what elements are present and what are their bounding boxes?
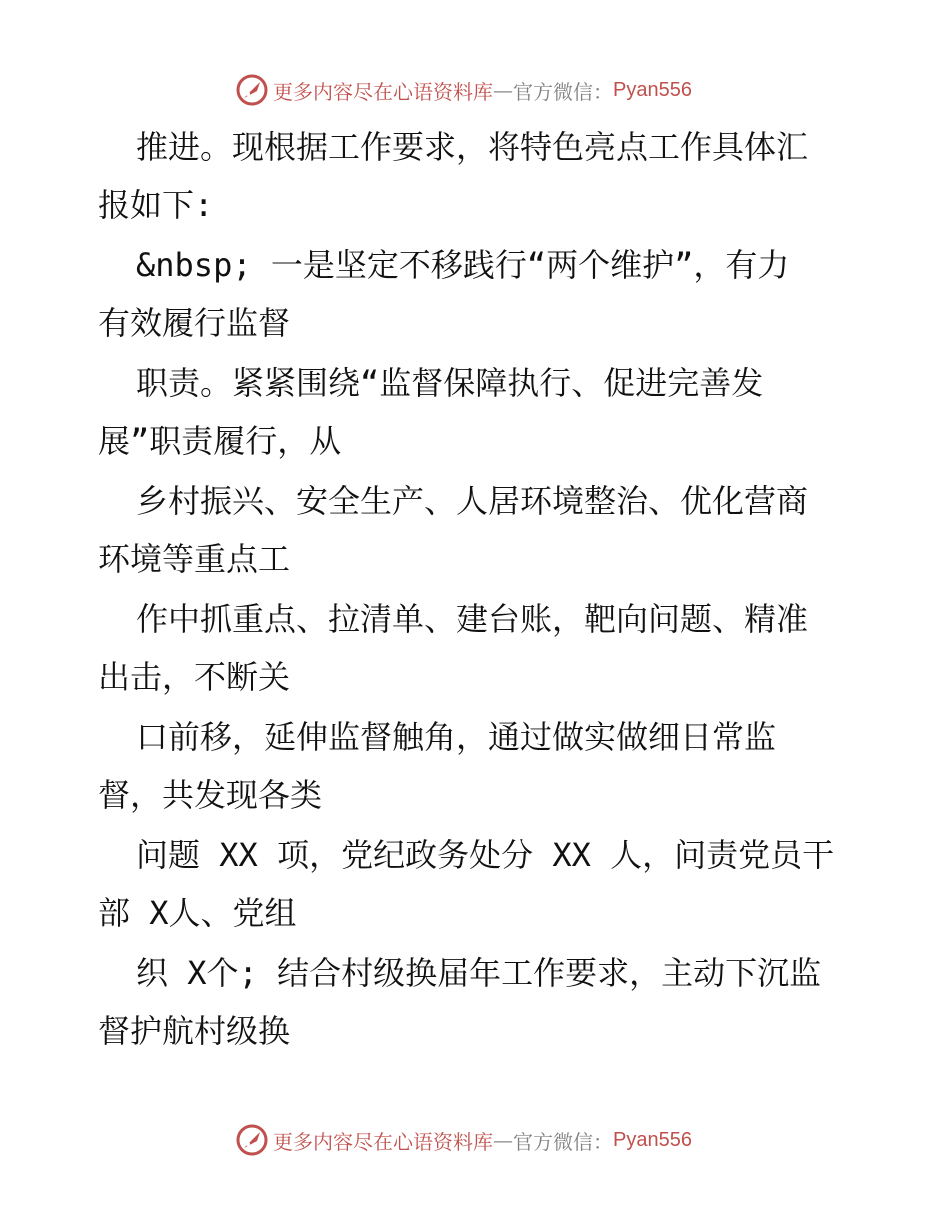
body-line: 报如下: <box>98 186 214 224</box>
watermark-wechat-id: Pyan556 <box>613 1128 692 1151</box>
body-line: 督护航村级换 <box>98 1012 291 1050</box>
body-line: 问题 XX 项，党纪政务处分 XX 人，问责党员干 <box>136 836 835 874</box>
body-line: 口前移，延伸监督触角，通过做实做细日常监 <box>136 718 777 756</box>
body-line: 乡村振兴、安全生产、人居环境整治、优化营商 <box>136 482 809 520</box>
body-line: 环境等重点工 <box>98 540 291 578</box>
watermark-wechat-label: 官方微信： <box>513 1129 613 1154</box>
body-line: 作中抓重点、拉清单、建台账，靶向问题、精准 <box>136 600 809 638</box>
header-watermark <box>235 70 692 110</box>
watermark-site-text: 更多内容尽在心语资料库 <box>273 79 493 104</box>
body-line: 织 X个; 结合村级换届年工作要求，主动下沉监 <box>136 954 822 992</box>
body-line: 职责。紧紧围绕“监督保障执行、促进完善发 <box>136 364 764 402</box>
watermark-dash: — <box>493 78 513 102</box>
quill-logo-icon <box>235 73 269 107</box>
body-line: 有效履行监督 <box>98 304 291 342</box>
watermark-wechat-label: 官方微信： <box>513 79 613 104</box>
body-line: 展”职责履行，从 <box>98 422 342 460</box>
body-line: 部 X人、党组 <box>98 894 297 932</box>
watermark-site-text: 更多内容尽在心语资料库 <box>273 1129 493 1154</box>
watermark-dash: — <box>493 1128 513 1152</box>
body-line: 推进。现根据工作要求，将特色亮点工作具体汇 <box>136 128 809 166</box>
watermark-wechat-id: Pyan556 <box>613 78 692 101</box>
quill-logo-icon <box>235 1123 269 1157</box>
body-line: 出击，不断关 <box>98 658 291 696</box>
body-line: 督，共发现各类 <box>98 776 323 814</box>
footer-watermark <box>235 1120 692 1160</box>
body-line: &nbsp; 一是坚定不移践行“两个维护”，有力 <box>136 246 790 284</box>
